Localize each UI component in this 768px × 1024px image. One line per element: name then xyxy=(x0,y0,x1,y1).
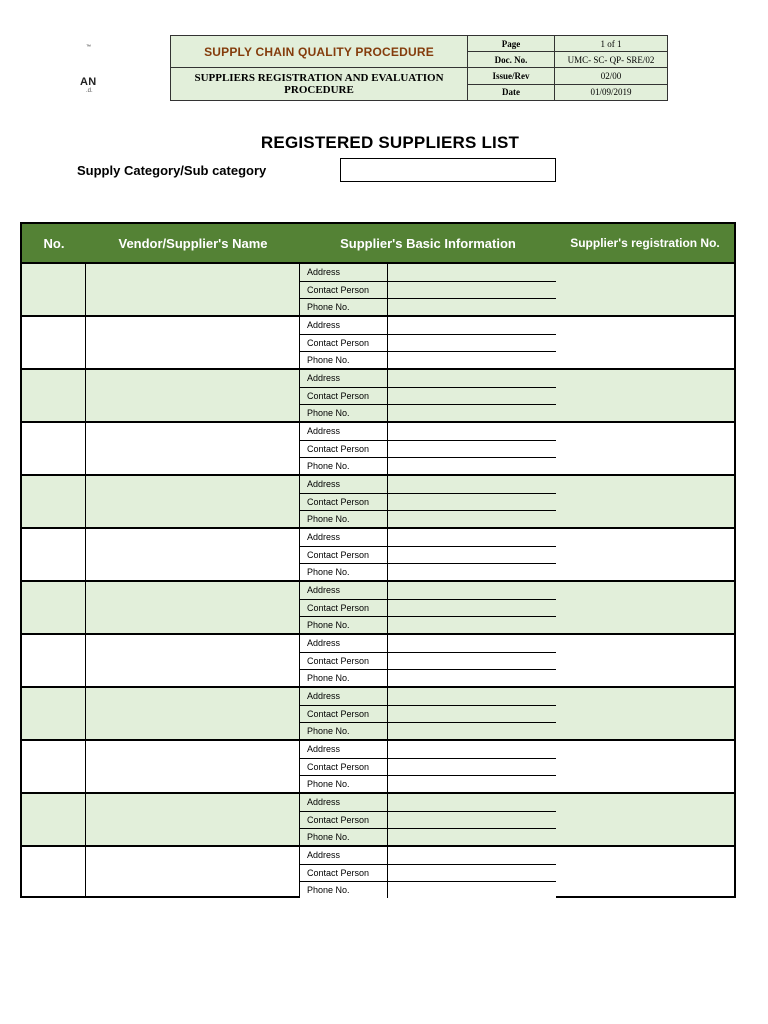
info-label: Contact Person xyxy=(300,653,388,669)
info-value-field[interactable] xyxy=(388,529,556,546)
row-number-cell[interactable] xyxy=(22,370,86,421)
row-number-cell[interactable] xyxy=(22,741,86,792)
info-line xyxy=(300,811,556,828)
registration-no-cell[interactable] xyxy=(556,741,734,792)
info-label: Contact Person xyxy=(300,547,388,563)
info-line xyxy=(300,669,556,686)
info-value-field[interactable] xyxy=(388,617,556,633)
info-line xyxy=(300,794,556,811)
info-label: Phone No. xyxy=(300,776,388,792)
info-label: Contact Person xyxy=(300,865,388,881)
suppliers-table xyxy=(20,222,736,898)
supplier-name-cell[interactable] xyxy=(86,794,300,845)
info-line xyxy=(300,741,556,758)
basic-info-cell xyxy=(300,688,556,739)
basic-info-cell xyxy=(300,582,556,633)
meta-value-date: 01/09/2019 xyxy=(555,84,668,101)
info-label: Address xyxy=(300,741,388,758)
info-line xyxy=(300,370,556,387)
row-number-cell[interactable] xyxy=(22,847,86,898)
info-label: Address xyxy=(300,370,388,387)
registration-no-cell[interactable] xyxy=(556,847,734,898)
info-label: Phone No. xyxy=(300,405,388,421)
info-value-field[interactable] xyxy=(388,317,556,334)
info-line xyxy=(300,616,556,633)
info-value-field[interactable] xyxy=(388,282,556,298)
info-line xyxy=(300,529,556,546)
info-line xyxy=(300,440,556,457)
supplier-name-cell[interactable] xyxy=(86,317,300,368)
info-value-field[interactable] xyxy=(388,370,556,387)
info-label: Address xyxy=(300,794,388,811)
registration-no-cell[interactable] xyxy=(556,635,734,686)
basic-info-cell xyxy=(300,635,556,686)
registration-no-cell[interactable] xyxy=(556,476,734,527)
info-label: Phone No. xyxy=(300,511,388,527)
meta-key-issue-rev: Issue/Rev xyxy=(468,68,555,85)
category-input[interactable] xyxy=(340,158,556,182)
info-value-field[interactable] xyxy=(388,494,556,510)
info-value-field[interactable] xyxy=(388,741,556,758)
info-line xyxy=(300,298,556,315)
procedure-subtitle-line1: SUPPLIERS REGISTRATION AND EVALUATION xyxy=(194,72,444,84)
info-value-field[interactable] xyxy=(388,776,556,792)
basic-info-cell xyxy=(300,794,556,845)
info-value-field[interactable] xyxy=(388,405,556,421)
row-number-cell[interactable] xyxy=(22,582,86,633)
info-label: Phone No. xyxy=(300,882,388,898)
meta-value-issue-rev: 02/00 xyxy=(555,68,668,85)
info-value-field[interactable] xyxy=(388,635,556,652)
info-label: Contact Person xyxy=(300,282,388,298)
basic-info-cell xyxy=(300,264,556,315)
row-number-cell[interactable] xyxy=(22,529,86,580)
info-line xyxy=(300,864,556,881)
info-line xyxy=(300,563,556,580)
procedure-subtitle xyxy=(171,68,468,101)
info-value-field[interactable] xyxy=(388,299,556,315)
info-line xyxy=(300,387,556,404)
info-label: Phone No. xyxy=(300,723,388,739)
info-line xyxy=(300,264,556,281)
basic-info-cell xyxy=(300,741,556,792)
table-row xyxy=(22,741,734,794)
info-line xyxy=(300,722,556,739)
info-label: Contact Person xyxy=(300,812,388,828)
info-value-field[interactable] xyxy=(388,829,556,845)
table-row xyxy=(22,688,734,741)
supplier-name-cell[interactable] xyxy=(86,847,300,898)
company-logo xyxy=(0,40,110,100)
trademark-mark: ™ xyxy=(86,44,91,50)
info-line xyxy=(300,582,556,599)
info-line xyxy=(300,510,556,527)
info-value-field[interactable] xyxy=(388,847,556,864)
info-line xyxy=(300,404,556,421)
info-line xyxy=(300,281,556,298)
info-label: Phone No. xyxy=(300,829,388,845)
column-header-name: Vendor/Supplier's Name xyxy=(86,224,300,264)
procedure-subtitle-line2: PROCEDURE xyxy=(284,84,354,96)
info-value-field[interactable] xyxy=(388,441,556,457)
supplier-name-cell[interactable] xyxy=(86,688,300,739)
info-line xyxy=(300,828,556,845)
meta-value-page: 1 of 1 xyxy=(555,36,668,52)
column-header-registration-no: Supplier's registration No. xyxy=(556,224,734,264)
info-line xyxy=(300,775,556,792)
table-row xyxy=(22,635,734,688)
info-label: Address xyxy=(300,264,388,281)
basic-info-cell xyxy=(300,529,556,580)
meta-value-doc-no: UMC- SC- QP- SRE/02 xyxy=(555,52,668,68)
row-number-cell[interactable] xyxy=(22,635,86,686)
table-row xyxy=(22,370,734,423)
table-row xyxy=(22,794,734,847)
info-label: Phone No. xyxy=(300,299,388,315)
info-value-field[interactable] xyxy=(388,812,556,828)
basic-info-cell xyxy=(300,370,556,421)
info-value-field[interactable] xyxy=(388,882,556,898)
info-value-field[interactable] xyxy=(388,388,556,404)
info-line xyxy=(300,688,556,705)
row-number-cell[interactable] xyxy=(22,317,86,368)
info-value-field[interactable] xyxy=(388,688,556,705)
table-row xyxy=(22,423,734,476)
registration-no-cell[interactable] xyxy=(556,264,734,315)
info-line xyxy=(300,457,556,474)
registration-no-cell[interactable] xyxy=(556,370,734,421)
info-label: Phone No. xyxy=(300,564,388,580)
row-number-cell[interactable] xyxy=(22,476,86,527)
page-title: REGISTERED SUPPLIERS LIST xyxy=(260,133,520,152)
info-value-field[interactable] xyxy=(388,865,556,881)
info-line xyxy=(300,599,556,616)
info-value-field[interactable] xyxy=(388,511,556,527)
column-header-basic-info: Supplier's Basic Information xyxy=(300,224,556,264)
info-value-field[interactable] xyxy=(388,458,556,474)
info-line xyxy=(300,334,556,351)
table-row xyxy=(22,317,734,370)
registration-no-cell[interactable] xyxy=(556,688,734,739)
info-label: Address xyxy=(300,317,388,334)
info-label: Contact Person xyxy=(300,759,388,775)
info-label: Contact Person xyxy=(300,706,388,722)
info-line xyxy=(300,476,556,493)
supplier-name-cell[interactable] xyxy=(86,635,300,686)
document-header xyxy=(170,35,668,101)
info-label: Contact Person xyxy=(300,494,388,510)
basic-info-cell xyxy=(300,423,556,474)
info-value-field[interactable] xyxy=(388,335,556,351)
info-label: Address xyxy=(300,529,388,546)
info-line xyxy=(300,317,556,334)
info-line xyxy=(300,351,556,368)
registration-no-cell[interactable] xyxy=(556,423,734,474)
registration-no-cell[interactable] xyxy=(556,582,734,633)
info-line xyxy=(300,758,556,775)
registration-no-cell[interactable] xyxy=(556,794,734,845)
info-label: Address xyxy=(300,423,388,440)
row-number-cell[interactable] xyxy=(22,264,86,315)
info-line xyxy=(300,652,556,669)
info-label: Phone No. xyxy=(300,617,388,633)
info-line xyxy=(300,423,556,440)
row-number-cell[interactable] xyxy=(22,423,86,474)
table-row xyxy=(22,847,734,900)
info-label: Address xyxy=(300,688,388,705)
basic-info-cell xyxy=(300,847,556,898)
supplier-name-cell[interactable] xyxy=(86,741,300,792)
logo-subtext-fragment: .d. xyxy=(86,88,93,94)
info-value-field[interactable] xyxy=(388,582,556,599)
info-label: Phone No. xyxy=(300,670,388,686)
supplier-name-cell[interactable] xyxy=(86,264,300,315)
basic-info-cell xyxy=(300,317,556,368)
registration-no-cell[interactable] xyxy=(556,529,734,580)
table-row xyxy=(22,476,734,529)
info-value-field[interactable] xyxy=(388,653,556,669)
column-header-no: No. xyxy=(22,224,86,264)
info-value-field[interactable] xyxy=(388,706,556,722)
logo-text-fragment: AN xyxy=(80,76,97,88)
info-label: Contact Person xyxy=(300,600,388,616)
supplier-name-cell[interactable] xyxy=(86,582,300,633)
meta-key-doc-no: Doc. No. xyxy=(468,52,555,68)
info-label: Contact Person xyxy=(300,335,388,351)
info-line xyxy=(300,493,556,510)
info-line xyxy=(300,881,556,898)
supplier-name-cell[interactable] xyxy=(86,476,300,527)
info-label: Phone No. xyxy=(300,458,388,474)
procedure-title: SUPPLY CHAIN QUALITY PROCEDURE xyxy=(171,36,468,68)
info-line xyxy=(300,635,556,652)
meta-key-date: Date xyxy=(468,84,555,101)
table-row xyxy=(22,264,734,317)
info-value-field[interactable] xyxy=(388,794,556,811)
info-label: Address xyxy=(300,476,388,493)
supplier-name-cell[interactable] xyxy=(86,529,300,580)
info-value-field[interactable] xyxy=(388,547,556,563)
info-label: Contact Person xyxy=(300,388,388,404)
category-label: Supply Category/Sub category xyxy=(77,163,267,178)
info-value-field[interactable] xyxy=(388,476,556,493)
registration-no-cell[interactable] xyxy=(556,317,734,368)
info-label: Phone No. xyxy=(300,352,388,368)
info-value-field[interactable] xyxy=(388,600,556,616)
info-value-field[interactable] xyxy=(388,264,556,281)
supplier-name-cell[interactable] xyxy=(86,423,300,474)
row-number-cell[interactable] xyxy=(22,794,86,845)
info-label: Contact Person xyxy=(300,441,388,457)
info-value-field[interactable] xyxy=(388,352,556,368)
info-value-field[interactable] xyxy=(388,759,556,775)
table-row xyxy=(22,582,734,635)
info-line xyxy=(300,847,556,864)
info-line xyxy=(300,705,556,722)
info-value-field[interactable] xyxy=(388,423,556,440)
row-number-cell[interactable] xyxy=(22,688,86,739)
info-label: Address xyxy=(300,847,388,864)
info-label: Address xyxy=(300,582,388,599)
table-row xyxy=(22,529,734,582)
info-value-field[interactable] xyxy=(388,670,556,686)
meta-key-page: Page xyxy=(468,36,555,52)
info-line xyxy=(300,546,556,563)
info-label: Address xyxy=(300,635,388,652)
info-value-field[interactable] xyxy=(388,564,556,580)
basic-info-cell xyxy=(300,476,556,527)
info-value-field[interactable] xyxy=(388,723,556,739)
supplier-name-cell[interactable] xyxy=(86,370,300,421)
